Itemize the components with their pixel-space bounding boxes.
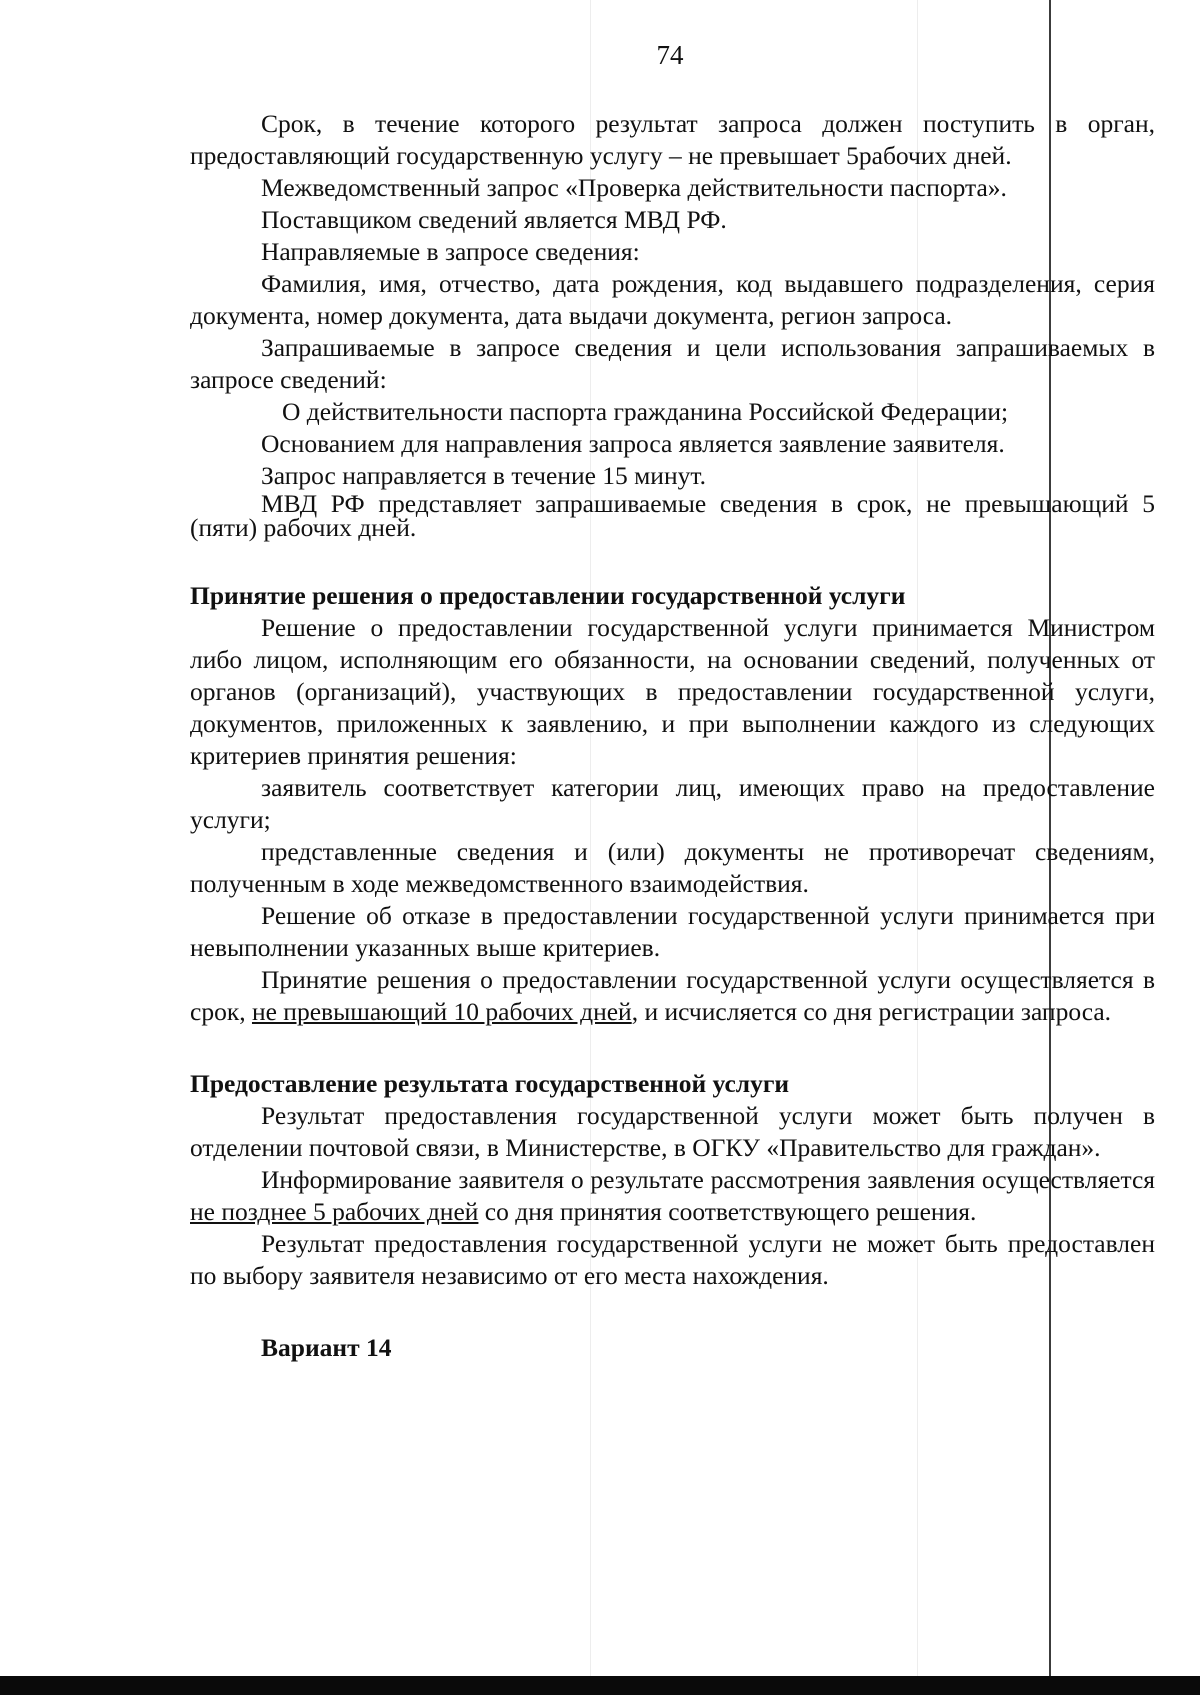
paragraph: Решение об отказе в предоставлении государственной услуги принимается при невыполнении указанных выше критериев. <box>190 901 1155 962</box>
paragraph: Решение о предоставлении государственной услуги принимается Министром либо лицом, исполняющим его обязанности, на основании сведений, полученных от органов (организаций), участвующих в предоставлении государственной услуги, документов, приложенных к заявлению, и при выполнении каждого из следующих критериев принятия решения: <box>190 613 1155 770</box>
paragraph <box>190 964 1155 1028</box>
paragraph: МВД РФ представляет запрашиваемые сведения в срок, не превышающий 5 (пяти) рабочих дней. <box>190 489 1155 542</box>
section-heading: Предоставление результата государственной услуги <box>190 1069 790 1098</box>
paragraph-text: со дня принятия соответствующего решения. <box>478 1197 977 1226</box>
paragraph: заявитель соответствует категории лиц, имеющих право на предоставление услуги; <box>190 773 1155 834</box>
underlined-deadline: не превышающий 10 рабочих дней <box>251 997 632 1026</box>
variant-heading: Вариант 14 <box>261 1333 392 1362</box>
paragraph <box>190 1164 1155 1228</box>
paragraph: Поставщиком сведений является МВД РФ. <box>261 205 727 234</box>
paragraph: Результат предоставления государственной услуги может быть получен в отделении почтовой связи, в Министерстве, в ОГКУ «Правительство для граждан». <box>190 1101 1155 1162</box>
section-heading: Принятие решения о предоставлении государственной услуги <box>190 581 906 610</box>
document-body <box>190 108 1155 1364</box>
paragraph: Основанием для направления запроса является заявление заявителя. <box>261 429 1005 458</box>
paragraph: Межведомственный запрос «Проверка действительности паспорта». <box>261 173 1007 202</box>
paragraph-text: Информирование заявителя о результате рассмотрения заявления осуществляется <box>261 1165 1155 1194</box>
paragraph: Результат предоставления государственной услуги не может быть предоставлен по выбору заявителя независимо от его места нахождения. <box>190 1229 1155 1290</box>
paragraph: Фамилия, имя, отчество, дата рождения, код выдавшего подразделения, серия документа, номер документа, дата выдачи документа, регион запроса. <box>190 269 1155 330</box>
underlined-deadline: не позднее 5 рабочих дней <box>190 1197 479 1226</box>
paragraph-text: Принятие решения о предоставлении государственной услуги осуществляется в срок, <box>190 965 1155 1026</box>
page-number: 74 <box>656 40 684 70</box>
paragraph: Направляемые в запросе сведения: <box>261 237 640 266</box>
paragraph: Запрос направляется в течение 15 минут. <box>261 461 706 490</box>
paragraph-text: , и исчисляется со дня регистрации запроса. <box>631 997 1112 1026</box>
paragraph: представленные сведения и (или) документы не противоречат сведениям, полученным в ходе межведомственного взаимодействия. <box>190 837 1155 898</box>
paragraph: Запрашиваемые в запросе сведения и цели использования запрашиваемых в запросе сведений: <box>190 333 1155 394</box>
scan-border-bottom <box>0 1676 1200 1695</box>
paragraph: О действительности паспорта гражданина Российской Федерации; <box>282 397 1009 426</box>
paragraph: Срок, в течение которого результат запроса должен поступить в орган, предоставляющий государственную услугу – не превышает 5рабочих дней. <box>190 109 1155 170</box>
